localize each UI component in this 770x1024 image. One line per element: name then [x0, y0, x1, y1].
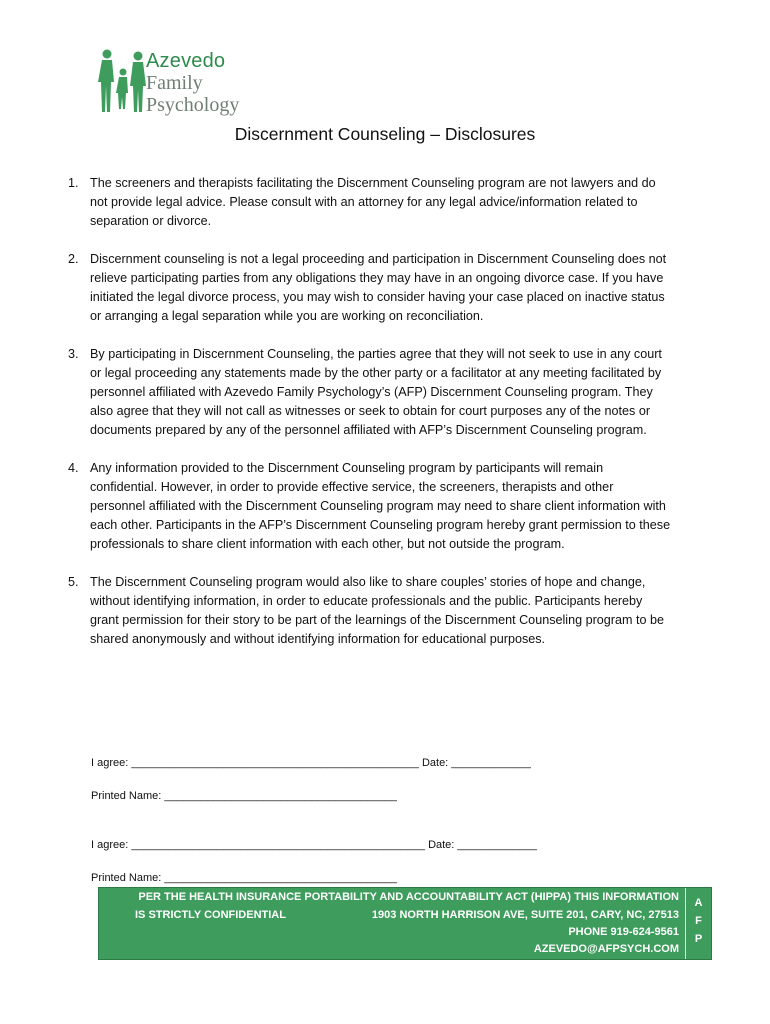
family-figures-icon [98, 48, 146, 114]
item-text: The screeners and therapists facilitating the Discernment Counseling program are not lawyers and do not provide legal advice. Please consult with an attorney for any legal advice/information related to separation or divorce. [90, 176, 656, 228]
footer-email: AZEVEDO@AFPSYCH.COM [533, 943, 679, 955]
item-number: 3. [68, 347, 79, 361]
disclosure-item-5 [68, 573, 672, 649]
item-number: 2. [68, 252, 79, 266]
page-title: Discernment Counseling – Disclosures [234, 124, 536, 144]
footer-afp-initials [686, 888, 711, 948]
logo [98, 48, 268, 120]
item-text: Any information provided to the Discernment Counseling program by participants will remain confidential. However, in order to provide effective service, the screeners, therapists and other personnel affiliated with the Discernment Counseling program may need to share client information with each other. Participants in the AFP’s Discernment Counseling program hereby grant permission to these professionals to share client information with each other, but not outside the program. [90, 461, 671, 551]
footer-phone: PHONE 919-624-9561 [568, 926, 679, 938]
footer-address: 1903 NORTH HARRISON AVE, SUITE 201, CARY, NC, 27513 [371, 909, 679, 921]
disclosure-list [68, 174, 672, 668]
footer-confidential: IS STRICTLY CONFIDENTIAL [135, 909, 286, 921]
initial-f: F [695, 915, 702, 927]
logo-line3: Psychology [146, 94, 240, 116]
logo-line2: Family [146, 72, 203, 94]
disclosure-item-1 [68, 174, 672, 231]
item-number: 4. [68, 461, 79, 475]
agree-signature-line-2[interactable]: I agree: ________________________________________________ Date: _____________ [91, 839, 537, 851]
footer-main [99, 888, 686, 959]
item-text: The Discernment Counseling program would also like to share couples’ stories of hope and change, without identifying information, in order to educate professionals and the public. Participants hereby grant permission for their story to be part of the learnings of the Discernment Counseling program to be shared anonymously and without identifying information for educational purposes. [90, 575, 665, 646]
initial-p: P [694, 933, 703, 945]
item-number: 5. [68, 575, 79, 589]
footer-hipaa-notice: PER THE HEALTH INSURANCE PORTABILITY AND ACCOUNTABILITY ACT (HIPPA) THIS INFORMATION [138, 891, 679, 903]
confidentiality-footer [98, 887, 712, 960]
agree-signature-line-1[interactable]: I agree: _______________________________________________ Date: _____________ [91, 757, 531, 769]
disclosure-item-3 [68, 345, 672, 440]
printed-name-line-1[interactable]: Printed Name: ______________________________________ [91, 790, 397, 802]
printed-name-line-2[interactable]: Printed Name: ______________________________________ [91, 872, 397, 884]
item-text: By participating in Discernment Counseling, the parties agree that they will not seek to use in any court or legal proceeding any statements made by the other party or a facilitator at any meeting facilitated by personnel affiliated with Azevedo Family Psychology’s (AFP) Discernment Counseling program. They also agree that they will not call as witnesses or seek to obtain for court purposes any of the notes or documents prepared by any of the personnel affiliated with AFP’s Discernment Counseling program. [90, 347, 662, 437]
logo-wordmark [146, 50, 239, 116]
item-number: 1. [68, 176, 79, 190]
initial-a: A [694, 897, 703, 909]
disclosure-item-2 [68, 250, 672, 326]
item-text: Discernment counseling is not a legal proceeding and participation in Discernment Counseling does not relieve participating parties from any obligations they may have in an ongoing divorce case. If you have initiated the legal divorce process, you may wish to consider having your case placed on inactive status or arranging a legal separation while you are working on reconciliation. [90, 252, 667, 323]
logo-line1: Azevedo [146, 50, 226, 72]
disclosure-item-4 [68, 459, 672, 554]
